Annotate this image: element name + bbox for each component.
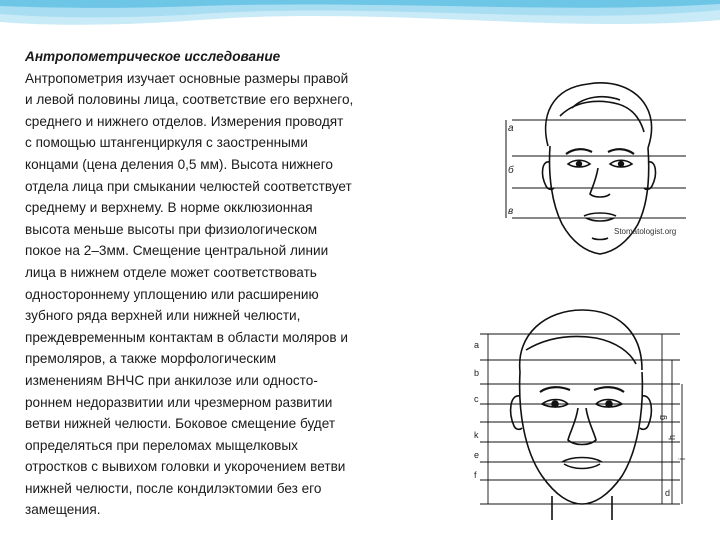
image-credit: Stomatologist.org [614,227,677,236]
label-b: б [508,165,514,176]
slide-title: Антропометрическое исследование [25,49,281,64]
body-line: и левой половины лица, соответствие его верхнего, [25,92,354,108]
body-line: замещения. [25,502,101,518]
body-line: среднему и верхнему. В норме окклюзионная [25,200,313,216]
label-v: в [508,206,514,217]
body-line: роннем недоразвитии или чрезмерном развитии [25,394,333,410]
body-line: ветви нижней челюсти. Боковое смещение будет [25,416,336,432]
body-line: зубного ряда верхней или нижней челюсти, [25,308,301,324]
body-line: среднего и нижнего отделов. Измерения проводят [25,113,344,129]
body-line: отдела лица при смыкании челюстей соответствует [25,178,352,194]
label-e: e [474,450,480,460]
label-f: f [474,470,477,480]
body-line: лица в нижнем отделе может соответствовать [25,264,317,280]
body-line: Антропометрия изучает основные размеры правой [25,70,349,86]
body-line: определяться при переломах мыщелковых [25,437,298,453]
body-line: концами (цена деления 0,5 мм). Высота нижнего [25,156,333,172]
slide-body [25,46,430,521]
body-line: нижней челюсти, после кондилэктомии без его [25,480,322,496]
body-line: с помощью штангенциркуля с заостренными [25,135,308,151]
label-a: а [508,123,514,134]
body-line: отростков с вывихом головки и укорочением ветви [25,459,346,475]
label-c: c [474,394,479,404]
label-d: d [665,488,671,498]
label-b: b [474,368,480,378]
body-line: изменениям ВНЧС при анкилозе или односто- [25,372,318,388]
body-line: одностороннему уплощению или расширению [25,286,319,302]
body-line: премоляров, а также морфологическим [25,351,277,367]
label-k: k [474,430,479,440]
body-line: покое на 2–3мм. Смещение центральной линии [25,243,329,259]
label-h: h [667,434,677,440]
body-line: высота меньше высоты при физиологическом [25,221,318,237]
body-line: преждевременным контактам в области моляров и [25,329,348,345]
label-a: a [474,340,480,350]
face-proportions-illustration-bottom [466,300,700,522]
label-i: i [677,458,687,460]
face-proportions-illustration-top [500,76,696,268]
label-g: g [657,414,667,420]
